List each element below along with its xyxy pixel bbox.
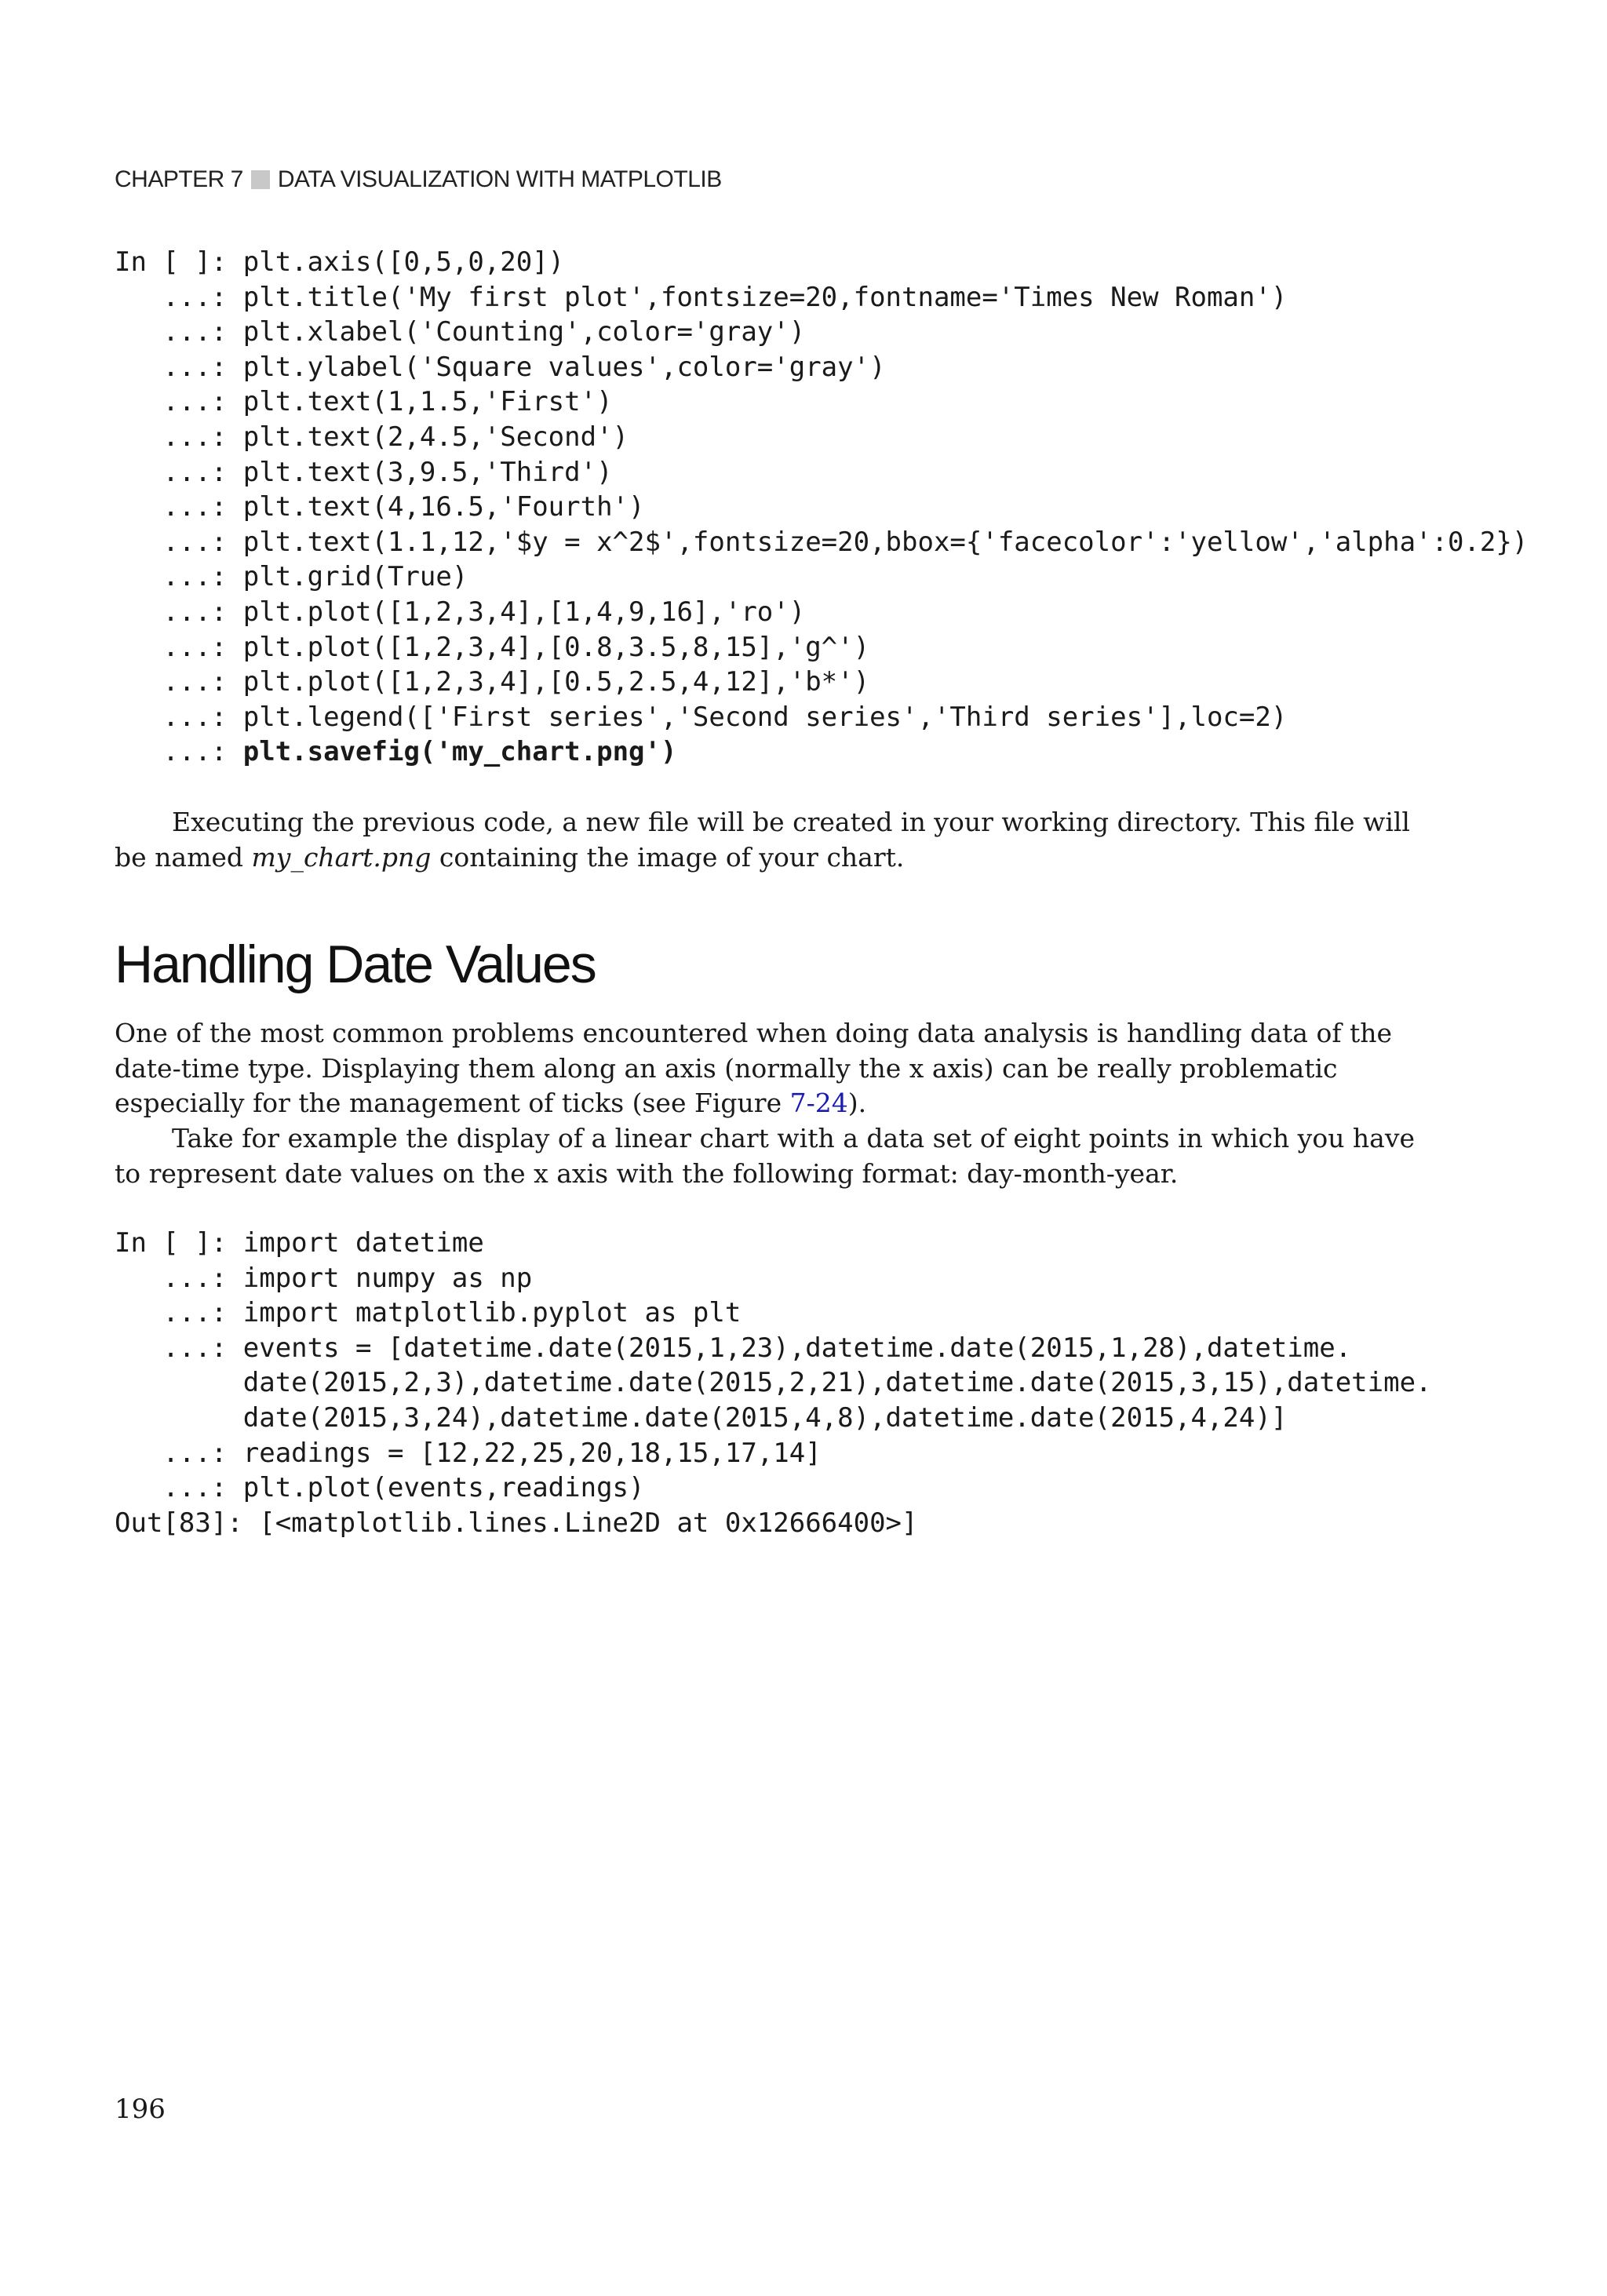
- code-line: ...: import matplotlib.pyplot as plt: [115, 1297, 742, 1329]
- code-line: ...: events = [datetime.date(2015,1,23),datetime.date(2015,1,28),datetime.: [115, 1332, 1352, 1364]
- paragraph-text: containing the image of your chart.: [431, 841, 905, 873]
- code-line: ...: plt.plot(events,readings): [115, 1472, 645, 1504]
- paragraph-text: Executing the previous code, a new file will be created in your working directory. This file will be named: [115, 807, 1410, 873]
- section-heading: Handling Date Values: [115, 935, 596, 994]
- code-line: date(2015,3,24),datetime.date(2015,4,8),datetime.date(2015,4,24)]: [115, 1401, 1288, 1434]
- code-line: date(2015,2,3),datetime.date(2015,2,21),datetime.date(2015,3,15),datetime.: [115, 1367, 1432, 1399]
- code-line: ...: plt.text(3,9.5,'Third'): [115, 456, 613, 488]
- running-header: [115, 166, 722, 193]
- code-line: ...: plt.grid(True): [115, 561, 468, 593]
- code-line: ...: plt.legend(['First series','Second series','Third series'],loc=2): [115, 701, 1288, 733]
- code-savefig-bold: plt.savefig('my_chart.png'): [242, 736, 677, 768]
- code-line: ...: plt.title('My first plot',fontsize=20,fontname='Times New Roman'): [115, 281, 1288, 313]
- code-block-plot-example: [115, 245, 1528, 770]
- code-line: ...: plt.text(1.1,12,'$y = x^2$',fontsize=20,bbox={'facecolor':'yellow','alpha':0.2}): [115, 526, 1529, 558]
- filename-italic: my_chart.png: [251, 841, 432, 873]
- figure-reference-link[interactable]: 7-24: [789, 1088, 848, 1119]
- code-output-line: Out[83]: [<matplotlib.lines.Line2D at 0x12666400>]: [115, 1507, 918, 1539]
- code-block-date-example: [115, 1226, 1432, 1540]
- code-line: ...: plt.text(4,16.5,'Fourth'): [115, 491, 645, 523]
- code-line-savefig: [115, 734, 1528, 770]
- paragraph-savefig-explanation: [115, 805, 1448, 875]
- chapter-title: DATA VISUALIZATION WITH MATPLOTLIB: [277, 166, 722, 192]
- code-line: ...: plt.plot([1,2,3,4],[1,4,9,16],'ro'): [115, 596, 806, 628]
- code-line: ...: plt.ylabel('Square values',color='gray'): [115, 351, 886, 383]
- paragraph-text: One of the most common problems encountered when doing data analysis is handling data of the date-time type. Displaying them along an axis (normally the x axis) can be really problematic especially for the management of ticks (see Figure: [115, 1018, 1393, 1119]
- code-line: ...: readings = [12,22,25,20,18,15,17,14]: [115, 1437, 822, 1469]
- code-line: In [ ]: plt.axis([0,5,0,20]): [115, 246, 565, 278]
- paragraph-date-problem: [115, 1016, 1448, 1121]
- code-line: ...: plt.text(2,4.5,'Second'): [115, 421, 629, 453]
- code-line: In [ ]: import datetime: [115, 1227, 484, 1259]
- chapter-label: CHAPTER 7: [115, 166, 243, 192]
- code-line: ...: plt.plot([1,2,3,4],[0.5,2.5,4,12],'b*'): [115, 666, 870, 698]
- header-separator-square-icon: [251, 170, 270, 189]
- code-line: ...: plt.plot([1,2,3,4],[0.8,3.5,8,15],'g^'): [115, 631, 870, 663]
- code-line: ...: import numpy as np: [115, 1262, 533, 1294]
- paragraph-example-intro: [115, 1121, 1448, 1191]
- paragraph-text: ).: [847, 1088, 867, 1119]
- code-line: ...: plt.text(1,1.5,'First'): [115, 386, 613, 418]
- code-line: ...: plt.xlabel('Counting',color='gray'): [115, 316, 806, 348]
- code-prompt: ...:: [115, 736, 243, 768]
- paragraph-text: Take for example the display of a linear chart with a data set of eight points in which you have to represent date values on the x axis with the following format: day-month-year.: [115, 1123, 1416, 1189]
- page-number: 196: [115, 2094, 166, 2125]
